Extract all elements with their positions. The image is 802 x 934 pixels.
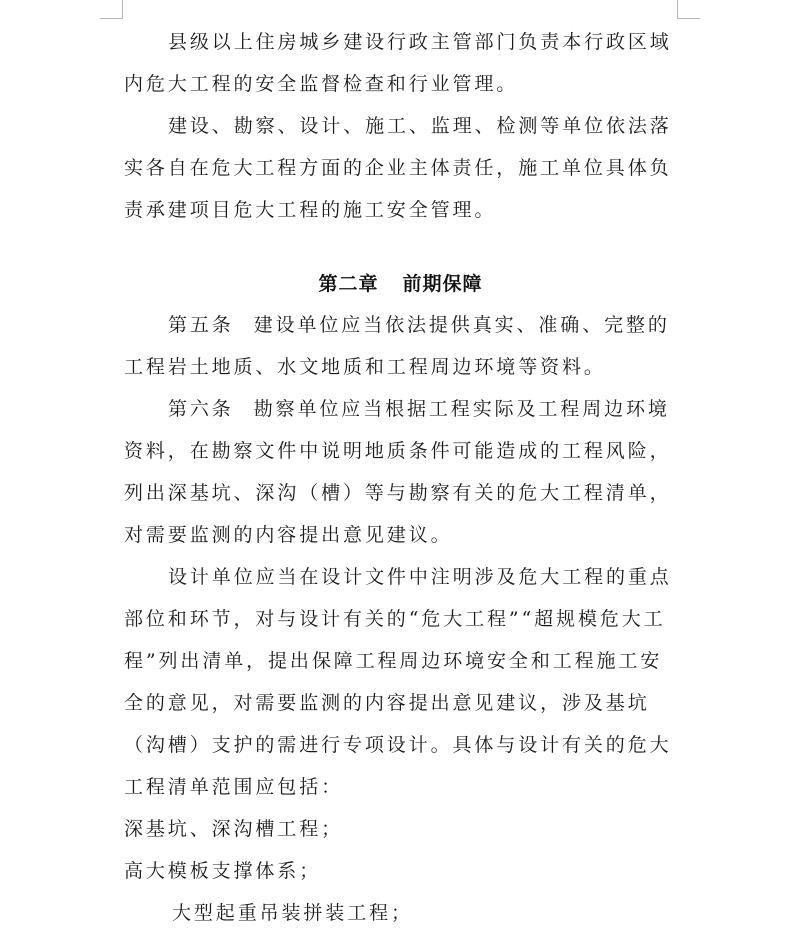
- list-item-deep-pit: 深基坑、深沟槽工程；: [124, 818, 344, 840]
- chapter-title: 前期保障: [402, 273, 483, 295]
- page-corner-mark-top-right: [677, 0, 700, 19]
- article-6: [124, 388, 677, 556]
- article-5: [124, 304, 677, 388]
- chapter-heading: [124, 263, 677, 305]
- text-block-main: [124, 304, 677, 934]
- list-item-formwork: 高大模板支撑体系；: [124, 860, 322, 882]
- text-block-top: [124, 21, 677, 231]
- page-corner-mark-top-left: [100, 0, 123, 19]
- article-5-number: 第五条: [168, 314, 234, 336]
- paragraph-supervision: 县级以上住房城乡建设行政主管部门负责本行政区域内危大工程的安全监督检查和行业管理。: [124, 31, 672, 95]
- paragraph-design-unit: 设计单位应当在设计文件中注明涉及危大工程的重点部位和环节，对与设计有关的“危大工程”“超规模危大工程”列出清单，提出保障工程周边环境安全和工程施工安全的意见，对需要监测的内容提出意见建议，涉及基坑（沟槽）支护的需进行专项设计。具体与设计有关的危大工程清单范围应包括：: [124, 566, 672, 798]
- list-item-lifting: 大型起重吊装拼装工程；: [172, 902, 413, 924]
- article-6-text: 勘察单位应当根据工程实际及工程周边环境资料，在勘察文件中说明地质条件可能造成的工程风险，列出深基坑、深沟（槽）等与勘察有关的危大工程清单，对需要监测的内容提出意见建议。: [124, 398, 672, 546]
- article-6-number: 第六条: [168, 398, 234, 420]
- chapter-number: 第二章: [318, 273, 379, 295]
- paragraph-responsibility: 建设、勘察、设计、施工、监理、检测等单位依法落实各自在危大工程方面的企业主体责任，施工单位具体负责承建项目危大工程的施工安全管理。: [124, 115, 672, 221]
- article-5-text: 建设单位应当依法提供真实、准确、完整的工程岩土地质、水文地质和工程周边环境等资料。: [124, 314, 670, 378]
